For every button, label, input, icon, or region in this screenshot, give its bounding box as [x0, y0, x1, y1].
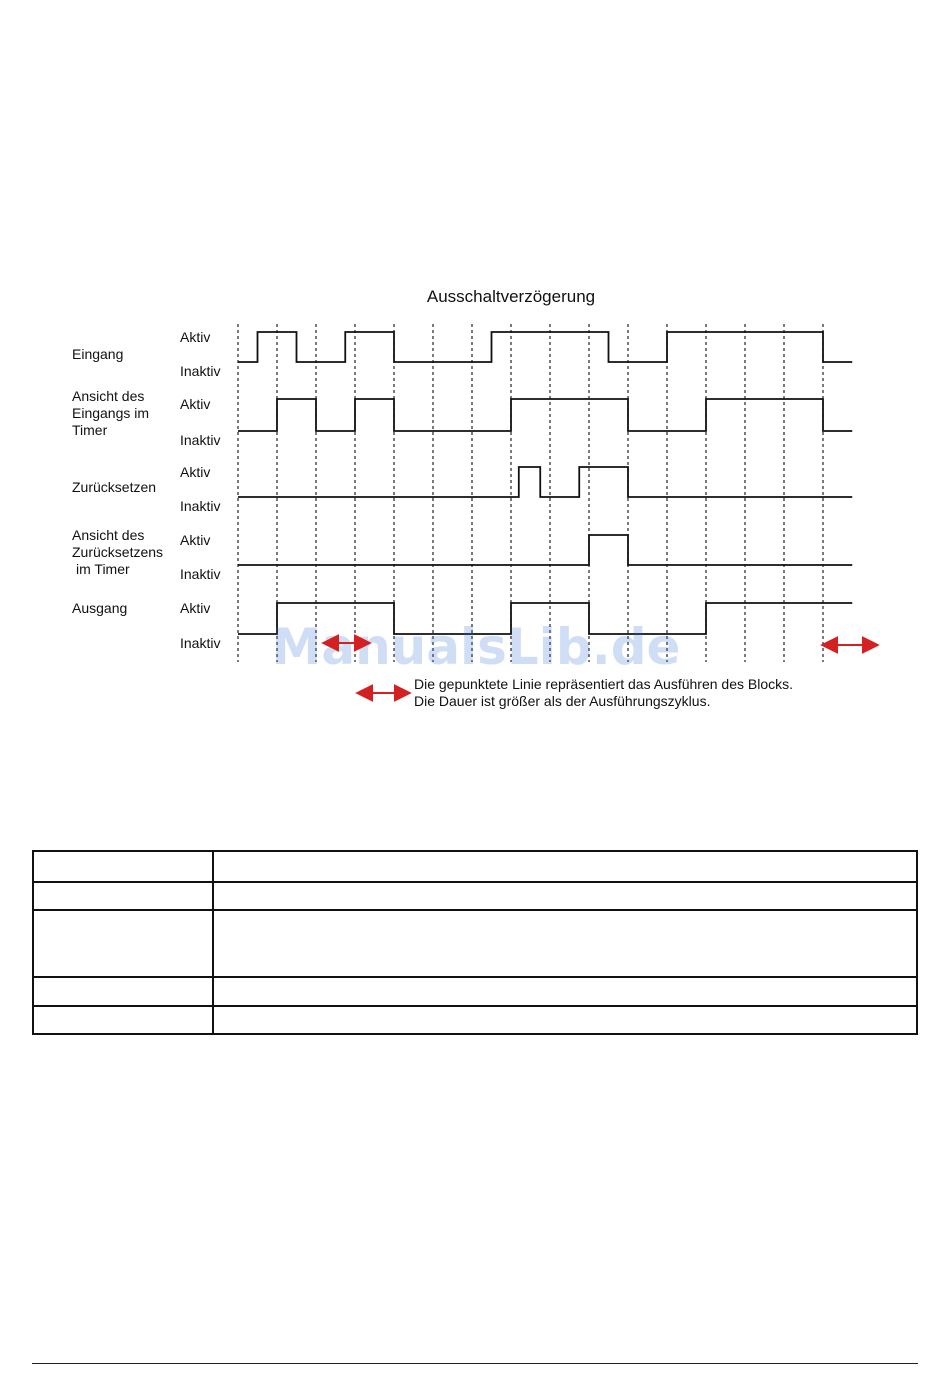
signal-label-ansicht_eingang: Ansicht des	[72, 388, 145, 404]
table-row	[33, 977, 917, 1006]
legend-note-line-1: Die gepunktete Linie repräsentiert das Ausführen des Blocks.	[414, 676, 794, 692]
level-label-inactive: Inaktiv	[180, 566, 221, 582]
table-cell	[213, 882, 917, 910]
waveform-ansicht_zuruecksetzen	[238, 535, 852, 565]
waveform-zuruecksetzen	[238, 467, 852, 497]
level-label-inactive: Inaktiv	[180, 498, 221, 514]
level-label-inactive: Inaktiv	[180, 363, 221, 379]
signal-label-ansicht_zuruecksetzen: Ansicht des	[72, 527, 145, 543]
signal-traces	[238, 332, 852, 634]
table-row	[33, 882, 917, 910]
table-row	[33, 910, 917, 977]
watermark-text: ManualsLib.de	[271, 618, 681, 676]
table-cell	[33, 910, 213, 977]
waveform-eingang	[238, 332, 852, 362]
level-label-inactive: Inaktiv	[180, 432, 221, 448]
waveform-ansicht_eingang	[238, 399, 852, 431]
level-label-active: Aktiv	[180, 600, 211, 616]
table-row	[33, 851, 917, 882]
table-cell	[33, 1006, 213, 1034]
table-cell	[213, 1006, 917, 1034]
table-cell	[213, 910, 917, 977]
signal-label-ansicht_zuruecksetzen: Zurücksetzens	[72, 544, 164, 560]
level-label-active: Aktiv	[180, 532, 211, 548]
level-label-active: Aktiv	[180, 464, 211, 480]
footer-divider	[32, 1363, 918, 1364]
signal-label-ansicht_eingang: Timer	[72, 422, 108, 438]
level-label-active: Aktiv	[180, 329, 211, 345]
signal-label-ausgang: Ausgang	[72, 600, 128, 616]
execution-dotted-lines	[238, 324, 823, 662]
signal-label-ansicht_zuruecksetzen: im Timer	[76, 561, 130, 577]
level-label-inactive: Inaktiv	[180, 635, 221, 651]
legend-note-line-2: Die Dauer ist größer als der Ausführungszyklus.	[414, 693, 711, 709]
diagram-title: Ausschaltverzögerung	[426, 287, 596, 306]
parameter-table	[32, 850, 918, 1035]
table-row	[33, 1006, 917, 1034]
table-cell	[213, 977, 917, 1006]
signal-label-zuruecksetzen: Zurücksetzen	[72, 479, 157, 495]
table-cell	[33, 882, 213, 910]
table-cell	[33, 977, 213, 1006]
table-cell	[213, 851, 917, 882]
signal-label-ansicht_eingang: Eingangs im	[72, 405, 150, 421]
level-label-active: Aktiv	[180, 396, 211, 412]
table-cell	[33, 851, 213, 882]
signal-label-eingang: Eingang	[72, 346, 124, 362]
